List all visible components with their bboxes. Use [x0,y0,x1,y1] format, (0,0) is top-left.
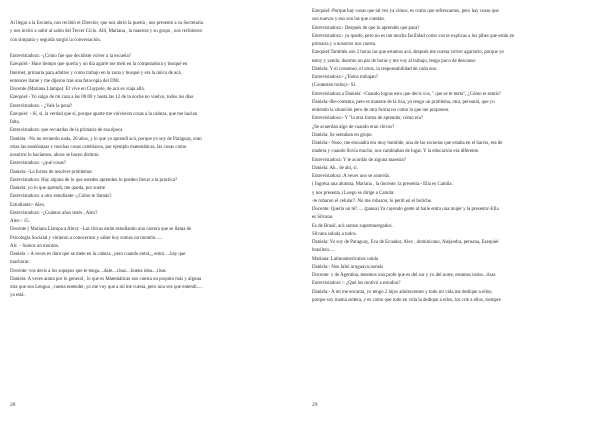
text-line: ¿Se acuerdan algo de cuando eran chicos? [312,124,395,130]
text-line: Al llegar a la Escuela, nos recibió el Director, que nos abrió la puerta , nos presentó a su Secretaria [10,21,203,26]
text-line: Entrevistadora: a otro estudiante -¿Cómo te llamás?. [10,194,113,200]
text-line: Entrevistadora :- ¿Qué los motivó a estudiar? [312,281,401,287]
text-line: Daniela:- A mí me encanta, yo tengo 2 hijos adolescentes y todo mi vida me dedique a ellos, [312,289,493,295]
text-line: Ezequiel:-Porque hay cosas que tal vez ya vimos, es como que refrescamos, pero hay cosas que [312,9,499,14]
text-line: Daniela: Se sentaban en grupo. [312,132,373,138]
text-line: Entrevistadora:- ¿Todos trabajan? [312,75,378,80]
text-line: falta. [10,120,20,125]
text-line: madera y cuando llovía mucho, nos cambiaban de lugar. Y la educación era diferente. [312,149,480,155]
text-line: Docente: y de Agentina, tenemos una profe que es del sur y yo del norte, estamos todos...risas [312,273,496,278]
text-line: Entrevistadora: Y te acordás de alguna maestra? [312,157,406,163]
text-line: ya está. [10,293,25,299]
text-line: Daniela: -La forma de resolver problemas [10,169,92,175]
text-line: -te robaron el celular?. No me robaron, lo perdí en el boliche. [312,198,433,204]
text-line: Daniela:-Re-contenta, pero te mataste de la risa, yo tengo un problema, otra, personal, que yo [312,99,495,105]
text-line: otras las enseñanzas y muchas cosas cambiaron, por ejemplo matemáticas, las cosas como [10,144,187,150]
text-line: Entrevistadora a Daniela: -Cuando logras esto que decís vos, " que se te meta", ¿Cómo te sentís? [312,91,501,97]
text-line: Ezequiel:- Yo salgo de mi casa a las 06:00 y hasta las 12 de la noche no vuelvo, todos los días [10,95,194,101]
text-line: Ezequiel: - Sí, sí, la verdad que sí, porque aparte me volvieron cosas a la cabeza, que me hacían [10,111,198,117]
text-line: Entrevistadora: Hay alguna de lo que ustedes aprenden lo pueden llevar a la practica? [10,177,178,183]
text-line: con simpatía y seguida surgió la conversación. [10,37,102,43]
text-line: Entrevistadora: - ¿Vale la pena? [10,103,73,109]
text-line: Entrevistadora: -¿Cuántos años tenés , Alex? [10,210,98,216]
text-line: brasilero.... [312,248,335,254]
text-line: (Contesten todos):- Sí. [312,83,357,89]
text-line: Silvana saluda a todos. [312,231,357,237]
text-line: Daniela: yo lo que aprendí, me queda, por suerte [10,186,106,191]
text-line: Internet, primaria para adultos y como trabajo en la zona y busqué y era la única de acá, [10,70,182,76]
text-line: Entrevistadora:- Después de que lo aprendés qué pasa? [312,25,420,31]
text-line: Entrevistadora: -¿Cómo fue que decidiste volver a la escuela? [10,54,131,59]
text-line: Estudiante:- Alex. [10,202,46,208]
text-line: Entrevistadora: -¿qué cosas? [10,161,66,167]
text-line: Es de Brasil, acá somos supermuergados. [312,223,393,229]
text-line: Docente ( Mariana Llampa a Alex): -Las chicas están estudiando una carrera que se llama de [10,227,192,233]
text-line: Psicología Socialal y vinieron a conocernos y saber hoy somos un montón...... [10,235,163,241]
page-number: 29 [312,402,318,408]
text-line: otra que son Lengua , cuesta entender, yo me voy que a mí me cuesta, pero una vez que entendí..... [10,285,203,290]
text-line: Entrevistadora :A veces uno se acuerda. [312,174,390,179]
text-line: Mariana: Latinoamericanos unida [312,256,378,262]
text-line: Alex:- 15. [10,219,30,224]
text-line: Entrevistadora: que recuerdas de la primaria de esa época [10,128,123,134]
text-line: primaria y a nosotros nos cuesta. [312,42,377,47]
text-line: Ezequiel:También son 2 horas las que estamos acá, después me cuesta volver agarrarlo, porque yo [312,50,504,56]
text-line: Daniela:- Noso, me encuadra era muy humilde, una de las escuelas que estaba en el barrio, era de [312,141,503,146]
page-number: 28 [10,402,16,408]
text-line: Entrevistadora:- ya quedó, pero no es tan mucha facilidad como vos te explicas a los pibes que están en [312,33,515,39]
text-line: y nos invitó a subir al salón del Tercer Ciclo. Allí, Mariana , la maestra y su grupo , nos recibieron [10,29,202,35]
text-line: son nuevas y eso son las que cuestan. [312,17,386,23]
text-line: Alc. - Somos un montón. [10,243,60,249]
text-line: Entrevistadora:- Y "la otra forma de aprender, cómo era? [312,116,424,122]
text-line: porque soy mamá soltera, y es como que todo en vida la dedique a ellos, los crie a ellos, siempre [312,297,501,303]
text-line: Docente (Mariana Llampa): Él vive en Claypole, de acá es viaja allá. [10,87,145,92]
text-line: Ezequiel:- Hace tiempo que quería y un día agarré me metí en la computadora y busqué en [10,62,188,68]
text-line: Daniela: Yo soy de Paraguay, Eva de Ecuador, Alex , dominicano, Alejandra, peruana, Ezequiel [312,240,499,245]
text-line: entiendo la situación pero de otra forma no como la que me proponen. [312,108,450,113]
text-line: Docente: Queria un té?..... (pausa) Ya cayendo gente al baile entra una mujer y la presenta:-Ella [312,207,499,212]
text-line: Daniela :- A veces es duro que se mete en la cabeza , pero cuando entrá,,, entrá. ...hay que [10,252,186,257]
text-line: nosotros lo hacíamos, ahora se hacen distinto. [10,153,100,158]
text-line: ( Ingresa una alumna, Mariana , la docente, la presenta.- Ella es Camila. [312,182,453,188]
text-line: entonces llamé y me dijeron trae una fotocopia del DNI. [10,78,120,84]
text-line: y nos presenta.) Luego se dirige a Camila: [312,190,395,196]
text-line: Daniela:- Nos faltó uruguayo,nomás [312,264,384,270]
text-line: Daniela: Y el consenso, el otros, la responsabilidad de cada uno. [312,66,438,72]
text-line: machacar. [10,260,30,266]
text-line: estoy y yendo, duermo un par de horas y me voy al trabajo, tengo poco de descanso [312,58,476,64]
text-line: Daniela: -No no recuerdo nada, 20 años, y lo que yo aprendí acá, porque yo soy de Paraguay, eran [10,136,202,142]
text-line: Daniela: A veces aunta por lo general , lo que es Matemáticas nos cuesta un poquito más y alguna [10,276,202,282]
text-line: es Silvana. [312,215,334,221]
text-line: Docente: vos decís a los sopapos que te tenga....dale....risas....buena idea....risas [10,268,166,274]
right-page [300,0,600,424]
paragraph-gap [10,45,290,53]
text-line: Daniela: Ah.. de ahí, sí. [312,165,358,171]
